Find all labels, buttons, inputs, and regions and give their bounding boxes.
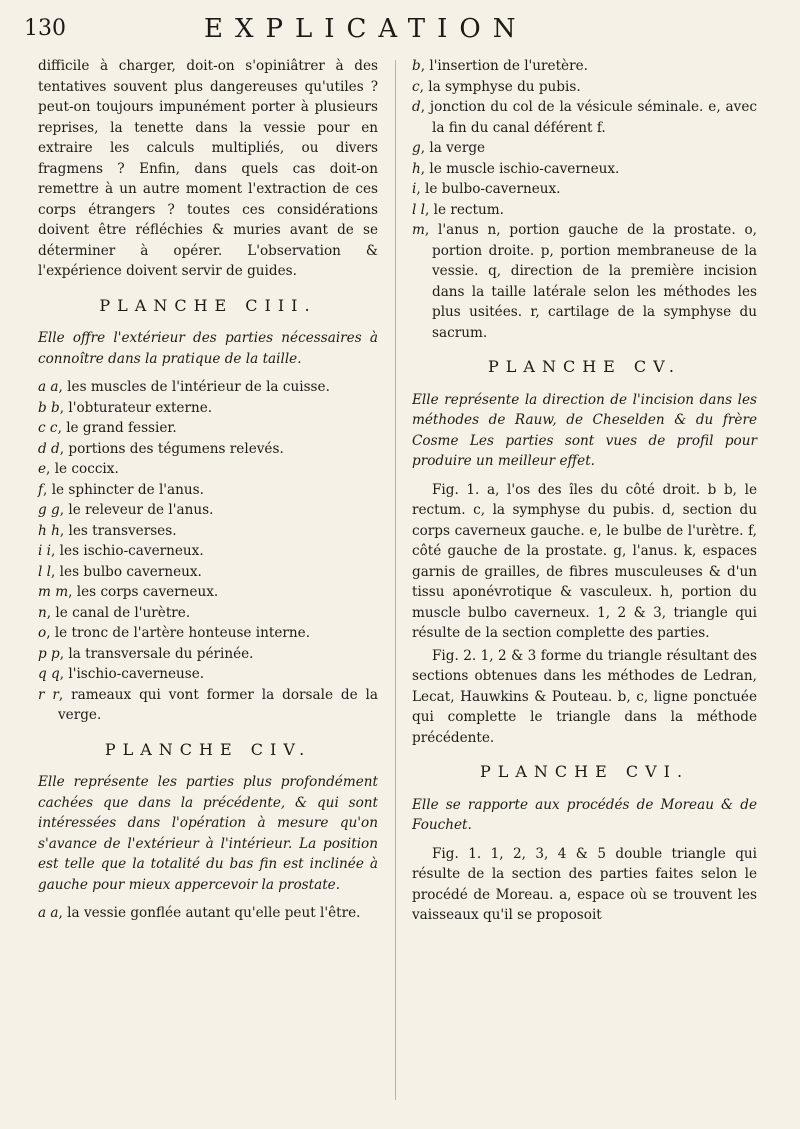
legend-key: o xyxy=(38,625,47,641)
page-number: 130 xyxy=(24,16,66,41)
right-column xyxy=(412,56,757,928)
legend-key: c c xyxy=(38,420,58,436)
legend-key: l l xyxy=(38,563,52,580)
legend-key: e xyxy=(38,461,47,477)
legend-text: , les bulbo caverneux. xyxy=(51,563,202,580)
legend-key: g g xyxy=(38,502,60,518)
plate-106-fig-1: Fig. 1. 1, 2, 3, 4 & 5 double triangle qui résulte de la section des parties faites selon le procédé de Moreau. a, espace où se trouvent les vaisseaux qu'il se proposoit xyxy=(412,845,757,923)
legend-entry xyxy=(38,903,378,924)
column-divider xyxy=(395,60,396,1100)
legend-entry xyxy=(38,582,378,603)
legend-text: , les transverses. xyxy=(59,522,177,539)
page-header xyxy=(24,14,776,48)
legend-entry xyxy=(38,664,378,685)
legend-text: , le releveur de l'anus. xyxy=(59,502,214,518)
legend-key: f xyxy=(38,481,44,498)
legend-text: , l'anus n, portion gauche de la prostate. o, portion droite. p, portion membraneuse de la vessie. q, direction de la première incision dans la taille latérale selon les méthodes les plus usitées. r, cartilage de la symphyse du sacrum. xyxy=(424,222,757,341)
legend-text: , le canal de l'urètre. xyxy=(46,604,191,621)
legend-key: r r xyxy=(38,686,59,703)
left-column xyxy=(38,56,378,924)
legend-text: , le coccix. xyxy=(46,461,119,477)
legend-entry xyxy=(38,521,378,542)
legend-entry xyxy=(38,603,378,624)
legend-key: a a xyxy=(38,905,59,921)
legend-text: , la verge xyxy=(420,140,486,156)
legend-text: , l'obturateur externe. xyxy=(59,399,213,416)
legend-key: i xyxy=(412,181,417,197)
legend-entry xyxy=(412,77,757,98)
legend-text: , le grand fessier. xyxy=(57,420,177,436)
legend-text: , rameaux qui vont former la dorsale de la verge. xyxy=(58,686,378,723)
legend-key: d d xyxy=(38,440,60,457)
legend-key: g xyxy=(412,140,421,156)
legend-text: , l'ischio-caverneuse. xyxy=(59,666,205,682)
legend-entry xyxy=(412,220,757,343)
plate-103-title: PLANCHE CIII. xyxy=(99,295,317,315)
legend-key: m m xyxy=(38,584,69,600)
legend-entry xyxy=(38,623,378,644)
legend-entry xyxy=(412,138,757,159)
legend-key: b b xyxy=(38,399,60,416)
plate-104-title: PLANCHE CIV. xyxy=(104,739,312,759)
legend-text: , la vessie gonflée autant qu'elle peut l'être. xyxy=(58,905,361,921)
legend-entry xyxy=(38,685,378,726)
legend-key: m xyxy=(412,222,425,238)
legend-entry xyxy=(38,480,378,501)
plate-106-title: PLANCHE CVI. xyxy=(479,762,690,781)
legend-entry xyxy=(38,377,378,398)
plate-105-fig-2: Fig. 2. 1, 2 & 3 forme du triangle résultant des sections obtenues dans les méthodes de Ledran, Lecat, Hauwkins & Pouteau. b, c, ligne ponctuée qui complette le triangle dans la méthode précédente. xyxy=(412,647,757,746)
legend-key: l l xyxy=(412,201,426,218)
running-title: EXPLICATION xyxy=(204,14,528,44)
legend-key: p p xyxy=(38,645,60,662)
legend-text: , le sphincter de l'anus. xyxy=(43,481,204,498)
legend-text: , les corps caverneux. xyxy=(68,584,219,600)
plate-104-legend-continued xyxy=(412,56,757,343)
legend-text: , le bulbo-caverneux. xyxy=(416,181,561,197)
legend-key: h h xyxy=(38,522,60,539)
legend-key: d xyxy=(412,99,421,115)
legend-key: n xyxy=(38,604,47,621)
legend-entry xyxy=(412,56,757,77)
legend-text: , les muscles de l'intérieur de la cuisse. xyxy=(58,379,330,395)
legend-text: , le muscle ischio-caverneux. xyxy=(420,160,620,177)
legend-text: , portions des tégumens relevés. xyxy=(59,440,284,457)
intro-paragraph: difficile à charger, doit-on s'opiniâtrer à des tentatives souvent plus dangereuses qu'utiles ? peut-on toujours impunément porter à plusieurs reprises, la tenette dans la vessie pour en extraire les calculs multipliés, ou divers fragmens ? Enfin, dans quels cas doit-on remettre à un autre moment l'extraction de ces corps étrangers ? toutes ces considérations doivent être réfléchies & muries avant de se déterminer à opérer. L'observation & l'expérience doivent servir de guides. xyxy=(38,58,378,279)
legend-entry xyxy=(412,159,757,180)
legend-text: , les ischio-caverneux. xyxy=(51,543,204,559)
legend-text: , le tronc de l'artère honteuse interne. xyxy=(46,625,311,641)
legend-text: , jonction du col de la vésicule séminale. e, avec la fin du canal déférent f. xyxy=(420,99,757,136)
plate-104-description: Elle représente les parties plus profondément cachées que dans la précédente, & qui sont intéressées dans l'opération à mesure qu'on s'avance de l'extérieur à l'intérieur. La position est telle que la totalité du bas fin est inclinée à gauche pour mieux appercevoir la prostate. xyxy=(38,774,378,893)
legend-entry xyxy=(38,439,378,460)
legend-key: i i xyxy=(38,543,52,559)
plate-105-description: Elle représente la direction de l'incision dans les méthodes de Rauw, de Cheselden & du frère Cosme Les parties sont vues de profil pour produire un meilleur effet. xyxy=(412,391,757,469)
legend-key: q q xyxy=(38,666,60,682)
legend-text: , la symphyse du pubis. xyxy=(419,78,581,95)
legend-entry xyxy=(38,418,378,439)
legend-text: , le rectum. xyxy=(425,201,504,218)
plate-105-title: PLANCHE CV. xyxy=(488,357,681,376)
legend-entry xyxy=(38,541,378,562)
plate-103-legend xyxy=(38,377,378,726)
legend-text: , l'insertion de l'uretère. xyxy=(420,58,588,74)
legend-text: , la transversale du périnée. xyxy=(59,645,254,662)
plate-104-legend xyxy=(38,903,378,924)
legend-key: a a xyxy=(38,379,59,395)
legend-entry xyxy=(38,459,378,480)
legend-entry xyxy=(412,97,757,138)
legend-key: h xyxy=(412,160,421,177)
legend-key: c xyxy=(412,78,420,95)
legend-entry xyxy=(412,179,757,200)
plate-106-description: Elle se rapporte aux procédés de Moreau & de Fouchet. xyxy=(412,796,757,833)
plate-105-fig-1: Fig. 1. a, l'os des îles du côté droit. b b, le rectum. c, la symphyse du pubis. d, section du corps caverneux gauche. e, le bulbe de l'urètre. f, côté gauche de la prostate. g, l'anus. k, espaces garnis de grailles, de fibres musculeuses & d'un tissu aponévrotique & vasculeux. h, portion du muscle bulbo caverneux. 1, 2 & 3, triangle qui résulte de la section complette des parties. xyxy=(412,481,757,641)
legend-entry xyxy=(38,562,378,583)
legend-key: b xyxy=(412,58,421,74)
legend-entry xyxy=(38,398,378,419)
legend-entry xyxy=(38,644,378,665)
legend-entry xyxy=(412,200,757,221)
plate-103-description: Elle offre l'extérieur des parties nécessaires à connoître dans la pratique de la taille. xyxy=(38,330,378,367)
legend-entry xyxy=(38,500,378,521)
